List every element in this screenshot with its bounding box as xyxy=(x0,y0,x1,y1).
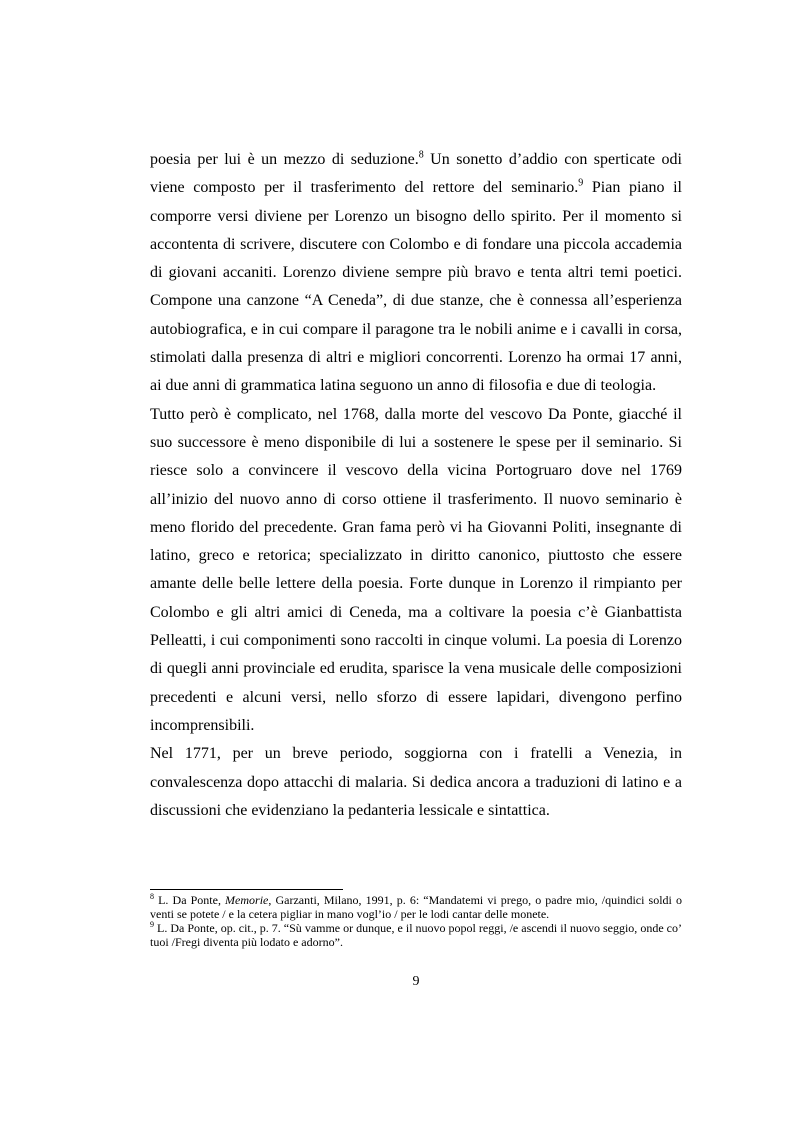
page-body xyxy=(150,146,682,825)
footnote-separator xyxy=(150,889,343,890)
footnote-9 xyxy=(150,921,682,949)
footnote-text-end: , Garzanti, Milano, 1991, p. 6: “Mandatemi vi prego, o padre mio, /quindici soldi o venti se potete / e la cetera pigliar in mano vogl’io / per le lodi cantar delle monete. xyxy=(150,893,682,921)
paragraph-1 xyxy=(150,146,682,401)
paragraph-2: Tutto però è complicato, nel 1768, dalla morte del vescovo Da Ponte, giacché il suo successore è meno disponibile di lui a sostenere le spese per il seminario. Si riesce solo a convincere il vescovo della vicina Portogruaro dove nel 1769 all’inizio del nuovo anno di corso ottiene il trasferimento. Il nuovo seminario è meno florido del precedente. Gran fama però vi ha Giovanni Politi, insegnante di latino, greco e retorica; specializzato in diritto canonico, piuttosto che essere amante delle belle lettere della poesia. Forte dunque in Lorenzo il rimpianto per Colombo e gli altri amici di Ceneda, ma a coltivare la poesia c’è Gianbattista Pelleatti, i cui componimenti sono raccolti in cinque volumi. La poesia di Lorenzo di quegli anni provinciale ed erudita, sparisce la vena musicale delle composizioni precedenti e alcuni versi, nello sforzo di essere lapidari, divengono perfino incomprensibili. xyxy=(150,405,682,734)
footnote-number: 8 xyxy=(150,892,154,901)
footnote-ref-9[interactable]: 9 xyxy=(578,177,584,189)
paragraph-1-part-2: Un sonetto d’addio con sperticate odi viene composto per il trasferimento del rettore del seminario. xyxy=(150,151,682,197)
footnote-ref-8[interactable]: 8 xyxy=(418,149,424,161)
paragraph-3: Nel 1771, per un breve periodo, soggiorna con i fratelli a Venezia, in convalescenza dopo attacchi di malaria. Si dedica ancora a traduzioni di latino e a discussioni che evidenziano la pedanteria lessicale e sintattica. xyxy=(150,745,682,819)
page-number: 9 xyxy=(412,974,420,989)
paragraph-1-part-3: Pian piano il comporre versi diviene per Lorenzo un bisogno dello spirito. Per il momento si accontenta di scrivere, discutere con Colombo e di fondare una piccola accademia di giovani accaniti. Lorenzo diviene sempre più bravo e tenta altri temi poetici. Compone una canzone “A Ceneda”, di due stanze, che è connessa all’esperienza autobiografica, e in cui compare il paragone tra le nobili anime e i cavalli in corsa, stimolati dalla presenza di altri e migliori concorrenti. Lorenzo ha ormai 17 anni, ai due anni di grammatica latina seguono un anno di filosofia e due di teologia. xyxy=(150,179,683,395)
footnote-text-start: L. Da Ponte, op. cit., p. 7. “Sù vamme or dunque, e il nuovo popol reggi, /e ascendi il nuovo seggio, onde co’ tuoi /Fregi diventa più lodato e adorno”. xyxy=(150,921,682,949)
main-text xyxy=(150,146,682,825)
footnote-text-start: L. Da Ponte, xyxy=(154,893,226,907)
paragraph-1-part-1: poesia per lui è un mezzo di seduzione. xyxy=(150,151,419,168)
footnote-book-title: Memorie xyxy=(225,893,269,907)
footnote-8 xyxy=(150,893,682,921)
footnote-number: 9 xyxy=(150,920,154,929)
footnotes xyxy=(150,893,682,949)
